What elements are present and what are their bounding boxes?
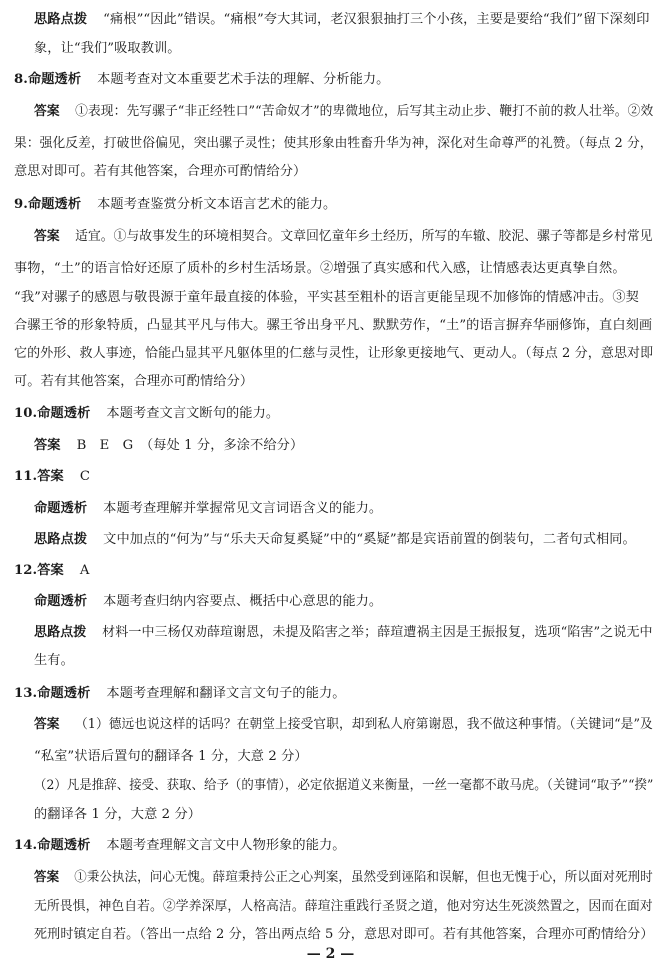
text-line: 命题透析 本题考查归纳内容要点、概括中心意思的能力。: [34, 594, 383, 609]
text-line: “私室”状语后置句的翻译各 1 分，大意 2 分）: [34, 749, 308, 764]
text-line: 答案 （1）德远也说这样的话吗？在朝堂上接受官职，却到私人府第谢恩，我不做这种事情。（关键词“是”及: [34, 717, 653, 732]
question-heading: 11.答案 C: [14, 469, 91, 484]
question-heading: 13.命题透析 本题考查理解和翻译文言文句子的能力。: [14, 686, 346, 701]
text-line: 生有。: [34, 653, 74, 668]
text-line: 的翻译各 1 分，大意 2 分）: [34, 807, 202, 822]
text-line: 无所畏惧，神色自若。②学养深厚，人格高洁。薛瑄注重践行圣贤之道，他对穷达生死淡然置之，因而在面对: [34, 899, 653, 914]
text-line: 思路点拨 “痛根”“因此”错误。“痛根”夸大其词，老汉狠狠抽打三个小孩，主要是要给“我们”留下深刻印: [34, 12, 650, 27]
text-line: 答案 适宜。①与故事发生的环境相契合。文章回忆童年乡土经历，所写的车辙、胶泥、骡子等都是乡村常见: [34, 229, 653, 244]
text-line: 思路点拨 材料一中三杨仅劝薛瑄谢恩，未提及陷害之举；薛瑄遭祸主因是王振报复，选项“陷害”之说无中: [34, 625, 653, 640]
text-line: 死刑时镇定自若。（答出一点给 2 分，答出两点给 5 分，意思对即可。若有其他答案，合理亦可酌情给分）: [34, 927, 654, 942]
text-line: 它的外形、救人事迹，恰能凸显其平凡躯体里的仁慈与灵性，让形象更接地气、更动人。（每点 2 分，意思对即: [14, 346, 654, 361]
text-line: 果：强化反差，打破世俗偏见，突出骡子灵性；使其形象由牲畜升华为神，深化对生命尊严的礼赞。（每点 2 分，: [14, 136, 653, 151]
text-line: 可。若有其他答案，合理亦可酌情给分）: [14, 374, 254, 389]
text-line: 答案 B E G （每处 1 分，多涂不给分）: [34, 438, 304, 453]
text-line: 命题透析 本题考查理解并掌握常见文言词语含义的能力。: [34, 501, 383, 516]
text-line: 答案 ①表现：先写骡子“非正经牲口”“苦命奴才”的卑微地位，后写其主动止步、鞭打不前的救人壮举。②效: [34, 104, 654, 119]
text-line: 事物，“土”的语言恰好还原了质朴的乡村生活场景。②增强了真实感和代入感，让情感表达更真挚自然。: [14, 261, 626, 276]
question-heading: 8.命题透析 本题考查对文本重要艺术手法的理解、分析能力。: [14, 72, 390, 87]
question-heading: 9.命题透析 本题考查鉴赏分析文本语言艺术的能力。: [14, 197, 337, 212]
section-label: 思路点拨: [34, 12, 88, 27]
text-line: 答案 ①秉公执法，问心无愧。薛瑄秉持公正之心判案，虽然受到诬陷和误解，但也无愧于心，所以面对死刑时: [34, 870, 653, 885]
text-line: 思路点拨 文中加点的“何为”与“乐夫天命复奚疑”中的“奚疑”都是宾语前置的倒装句，二者句式相同。: [34, 532, 636, 547]
question-heading: 12.答案 A: [14, 563, 90, 578]
text-line: 象，让“我们”吸取教训。: [34, 41, 181, 56]
question-heading: 10.命题透析 本题考查文言文断句的能力。: [14, 406, 280, 421]
question-heading: 14.命题透析 本题考查理解文言文中人物形象的能力。: [14, 838, 346, 853]
text-line: 意思对即可。若有其他答案，合理亦可酌情给分）: [14, 164, 307, 179]
text-line: “我”对骡子的感恩与敬畏源于童年最直接的体验，平实甚至粗朴的语言更能呈现不加修饰的情感冲击。③契: [14, 290, 639, 305]
page-number: — 2 —: [306, 946, 355, 962]
text-line: （2）凡是推辞、接受、获取、给予（的事情），必定依据道义来衡量，一丝一毫都不敢马虎。（关键词“取予”“揆”: [34, 778, 654, 793]
text-line: 合骡王爷的形象特质，凸显其平凡与伟大。骡王爷出身平凡、默默劳作，“土”的语言摒弃华丽修饰，直白刻画: [14, 318, 653, 333]
